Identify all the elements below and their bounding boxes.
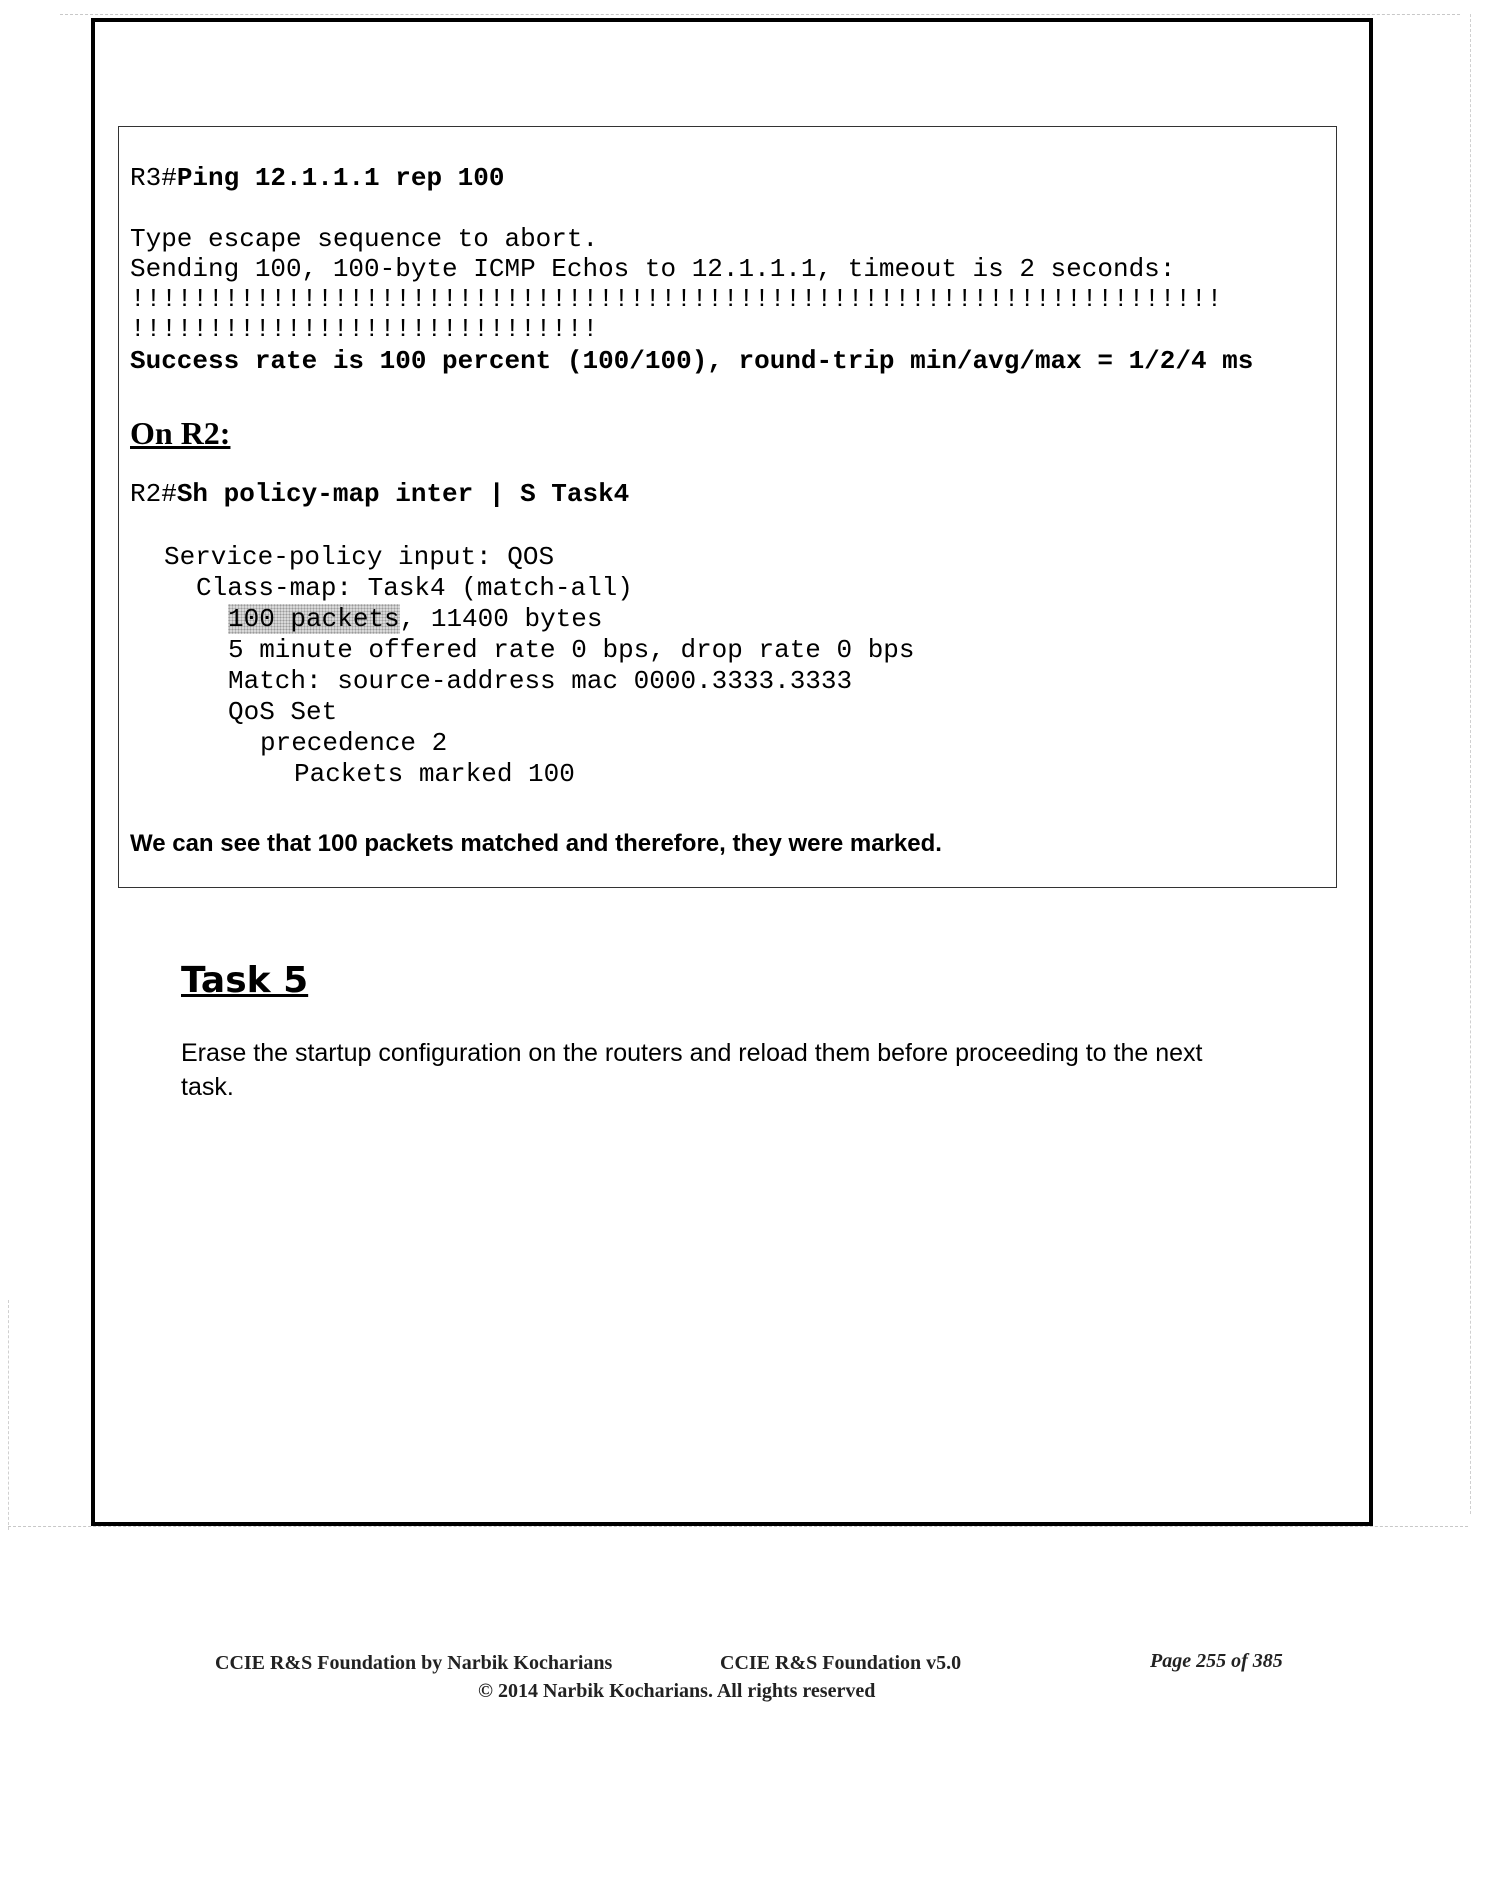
footer-version: CCIE R&S Foundation v5.0 bbox=[720, 1652, 962, 1674]
cli-line-sending: Sending 100, 100-byte ICMP Echos to 12.1.1.1, timeout is 2 seconds: bbox=[130, 254, 1176, 284]
scan-edge-top bbox=[60, 14, 1460, 15]
cli-prompt: R2# bbox=[130, 479, 177, 509]
scan-edge-left bbox=[8, 1300, 9, 1530]
cli-line-class-map: Class-map: Task4 (match-all) bbox=[196, 573, 633, 603]
cli-show-command bbox=[130, 479, 629, 509]
cli-command: Ping 12.1.1.1 rep 100 bbox=[176, 163, 505, 193]
scan-edge-right bbox=[1470, 14, 1471, 1514]
cli-command: Sh policy-map inter | S Task4 bbox=[176, 479, 630, 509]
page-number: Page 255 of 385 bbox=[1150, 1650, 1283, 1672]
footer-copyright: © 2014 Narbik Kocharians. All rights reserved bbox=[478, 1680, 876, 1702]
cli-line-precedence: precedence 2 bbox=[260, 728, 448, 758]
footer-author: CCIE R&S Foundation by Narbik Kocharians bbox=[215, 1652, 613, 1674]
cli-line-bang-1: !!!!!!!!!!!!!!!!!!!!!!!!!!!!!!!!!!!!!!!!!!!!!!!!!!!!!!!!!!!!!!!!!!!!!! bbox=[130, 284, 1223, 314]
cli-line-service-policy: Service-policy input: QOS bbox=[164, 542, 555, 572]
cli-line-qos-set: QoS Set bbox=[228, 697, 338, 727]
cli-line-marked: Packets marked 100 bbox=[294, 759, 575, 789]
section-heading-on-r2: On R2: bbox=[130, 415, 231, 451]
task-title: Task 5 bbox=[181, 960, 309, 1001]
cli-ping-command bbox=[130, 163, 504, 193]
cli-line-escape: Type escape sequence to abort. bbox=[130, 224, 599, 254]
cli-prompt: R3# bbox=[130, 163, 177, 193]
cli-line-match: Match: source-address mac 0000.3333.3333 bbox=[228, 666, 853, 696]
cli-bytes-count: , 11400 bytes bbox=[399, 604, 603, 634]
scan-edge-bottom bbox=[8, 1526, 1468, 1527]
cli-line-rate: 5 minute offered rate 0 bps, drop rate 0 bps bbox=[228, 635, 915, 665]
cli-line-packets bbox=[228, 604, 602, 634]
cli-line-success: Success rate is 100 percent (100/100), round-trip min/avg/max = 1/2/4 ms bbox=[130, 346, 1254, 376]
task-description: Erase the startup configuration on the routers and reload them before proceeding to the next task. bbox=[181, 1039, 1203, 1101]
highlighted-packets-count: 100 packets bbox=[228, 604, 400, 634]
explanation-note: We can see that 100 packets matched and therefore, they were marked. bbox=[130, 830, 942, 857]
cli-line-bang-2: !!!!!!!!!!!!!!!!!!!!!!!!!!!!!! bbox=[130, 314, 599, 344]
